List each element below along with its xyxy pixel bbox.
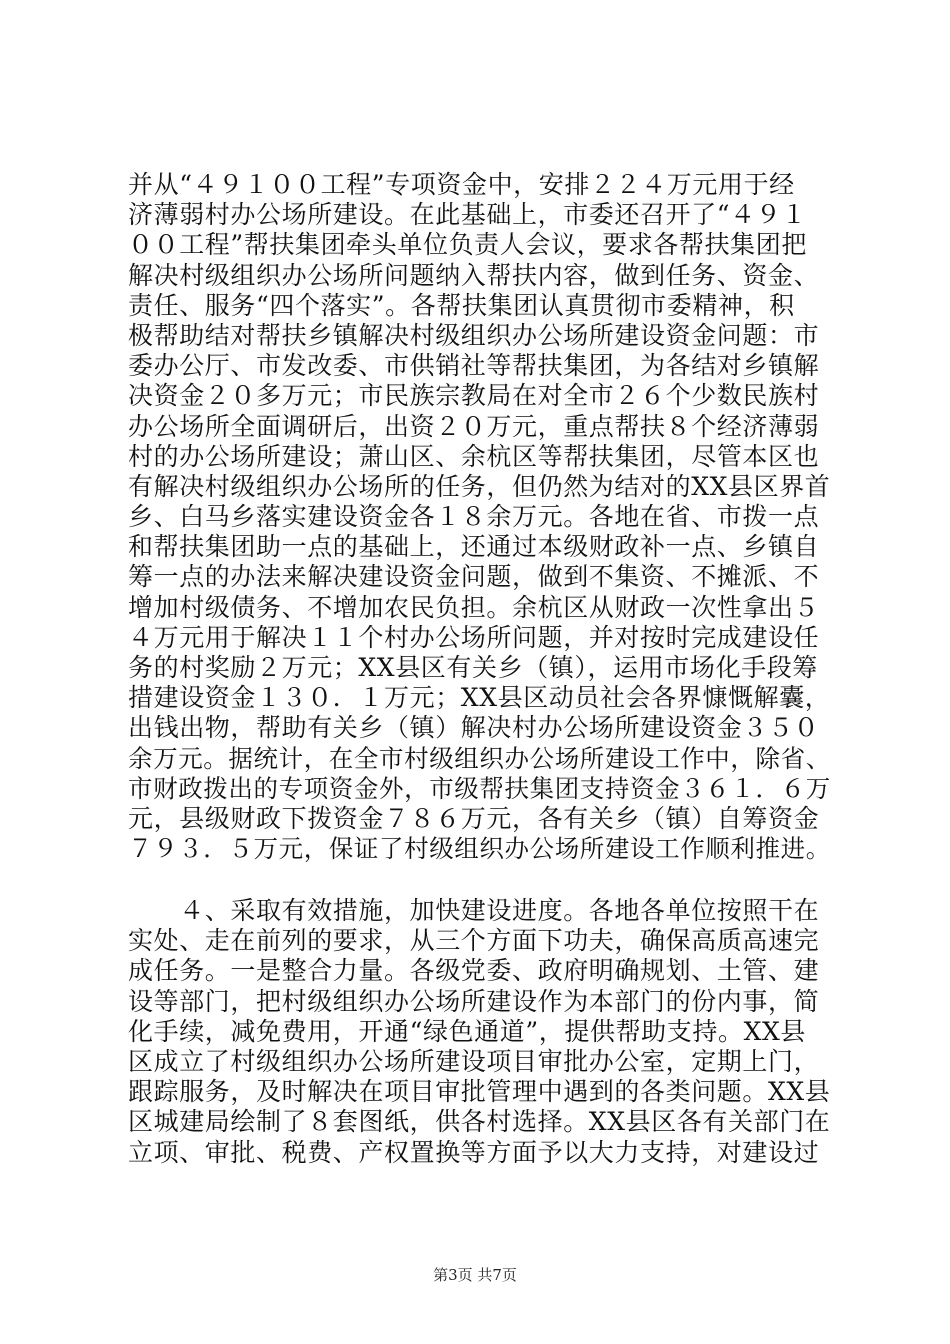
page-number-footer: 第3页 共7页	[433, 1266, 517, 1284]
text-line: 措建设资金１３０．１万元；XX县区动员社会各界慷慨解囊，	[128, 683, 831, 713]
paragraph-funding	[128, 170, 838, 864]
text-line: ００工程”帮扶集团牵头单位负责人会议，要求各帮扶集团把	[128, 230, 807, 260]
text-line: 解决村级组织办公场所问题纳入帮扶内容，做到任务、资金、	[128, 260, 820, 290]
text-line: 办公场所全面调研后，出资２０万元，重点帮扶８个经济薄弱	[128, 411, 820, 441]
text-line: 济薄弱村办公场所建设。在此基础上，市委还召开了“４９１	[128, 200, 807, 230]
text-line: ４、采取有效措施，加快建设进度。各地各单位按照干在	[128, 896, 820, 925]
text-line: ４万元用于解决１１个村办公场所问题，并对按时完成建设任	[128, 622, 820, 652]
text-line: 市财政拨出的专项资金外，市级帮扶集团支持资金３６１．６万	[128, 773, 831, 803]
text-line: 区城建局绘制了８套图纸，供各村选择。XX县区各有关部门在	[128, 1107, 831, 1137]
text-line: 区成立了村级组织办公场所建设项目审批办公室，定期上门，	[128, 1046, 820, 1076]
text-line: 设等部门，把村级组织办公场所建设作为本部门的份内事，简	[128, 986, 820, 1016]
text-line: 跟踪服务，及时解决在项目审批管理中遇到的各类问题。XX县	[128, 1077, 831, 1107]
text-line: 并从“４９１００工程”专项资金中，安排２２４万元用于经	[128, 170, 795, 199]
text-line: 委办公厅、市发改委、市供销社等帮扶集团，为各结对乡镇解	[128, 351, 820, 381]
paragraph-measures	[128, 896, 838, 1168]
text-line: 极帮助结对帮扶乡镇解决村级组织办公场所建设资金问题：市	[128, 320, 820, 350]
text-line: 出钱出物，帮助有关乡（镇）解决村办公场所建设资金３５０	[128, 713, 820, 743]
text-line: 筹一点的办法来解决建设资金问题，做到不集资、不摊派、不	[128, 562, 820, 592]
text-line: ７９３．５万元，保证了村级组织办公场所建设工作顺利推进。	[128, 834, 831, 864]
text-line: 有解决村级组织办公场所的任务，但仍然为结对的XX县区界首	[128, 471, 831, 501]
text-line: 立项、审批、税费、产权置换等方面予以大力支持，对建设过	[128, 1137, 820, 1167]
text-line: 和帮扶集团助一点的基础上，还通过本级财政补一点、乡镇自	[128, 532, 820, 562]
text-line: 务的村奖励２万元；XX县区有关乡（镇），运用市场化手段筹	[128, 653, 818, 682]
text-line: 化手续，减免费用，开通“绿色通道”，提供帮助支持。XX县	[128, 1016, 806, 1046]
text-line: 增加村级债务、不增加农民负担。余杭区从财政一次性拿出５	[128, 592, 820, 622]
text-line: 乡、白马乡落实建设资金各１８余万元。各地在省、市拨一点	[128, 502, 820, 532]
text-line: 村的办公场所建设；萧山区、余杭区等帮扶集团，尽管本区也	[128, 441, 820, 471]
text-line: 决资金２０多万元；市民族宗教局在对全市２６个少数民族村	[128, 381, 820, 411]
text-line: 责任、服务“四个落实”。各帮扶集团认真贯彻市委精神，积	[128, 290, 795, 320]
text-line: 元，县级财政下拨资金７８６万元，各有关乡（镇）自筹资金	[128, 803, 820, 833]
text-line: 成任务。一是整合力量。各级党委、政府明确规划、土管、建	[128, 956, 820, 986]
text-line: 余万元。据统计，在全市村级组织办公场所建设工作中，除省、	[128, 743, 831, 773]
text-line: 实处、走在前列的要求，从三个方面下功夫，确保高质高速完	[128, 926, 820, 956]
